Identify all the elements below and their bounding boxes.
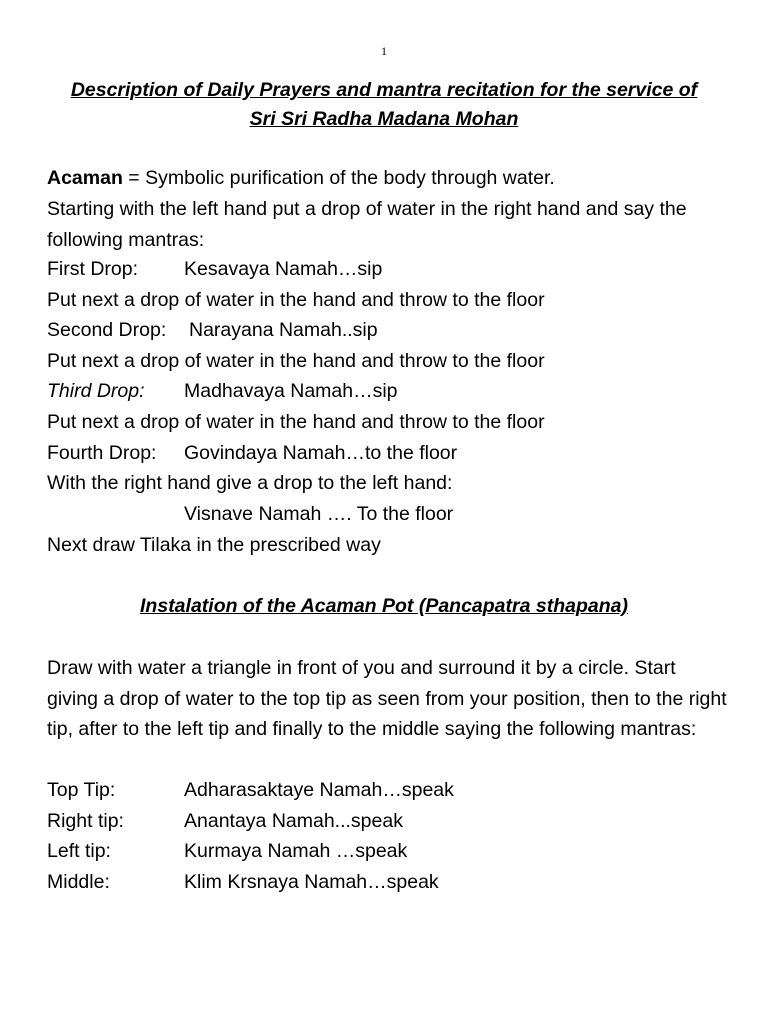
top-tip-label: Top Tip: [47,779,116,801]
throw-instruction-2: Put next a drop of water in the hand and throw to the floor [47,350,545,372]
visnave-mantra: Visnave Namah …. To the floor [184,503,454,525]
drop-3-label: Third Drop: [47,380,145,402]
right-hand-instruction: With the right hand give a drop to the left hand: [47,472,453,494]
page-number: 1 [381,44,387,58]
top-tip-line [47,776,454,805]
drop-4-line [47,439,457,468]
drop-2-label: Second Drop: [47,319,167,341]
installation-heading: Instalation of the Acaman Pot (Pancapatra sthapana) [140,595,628,617]
document-title [30,76,738,134]
drop-4-label: Fourth Drop: [47,442,157,464]
drop-2-line [47,316,378,345]
top-tip-mantra: Adharasaktaye Namah…speak [184,779,454,801]
throw-instruction-1: Put next a drop of water in the hand and throw to the floor [47,289,545,311]
tilaka-instruction: Next draw Tilaka in the prescribed way [47,534,381,556]
drop-3-mantra: Madhavaya Namah…sip [184,380,398,402]
middle-label: Middle: [47,871,110,893]
left-tip-mantra: Kurmaya Namah …speak [184,840,408,862]
left-tip-line [47,837,407,866]
drop-1-line [47,255,382,284]
middle-mantra: Klim Krsnaya Namah…speak [184,871,439,893]
title-line-1: Description of Daily Prayers and mantra recitation for the service of [70,79,698,101]
drop-2-mantra: Narayana Namah..sip [189,319,378,341]
throw-instruction-3: Put next a drop of water in the hand and throw to the floor [47,411,545,433]
right-tip-mantra: Anantaya Namah...speak [184,810,403,832]
acaman-intro: Starting with the left hand put a drop of water in the right hand and say the following mantras: [47,198,687,251]
right-tip-label: Right tip: [47,810,124,832]
drop-4-mantra: Govindaya Namah…to the floor [184,442,458,464]
acaman-term: Acaman [47,167,123,189]
title-line-2: Sri Sri Radha Madana Mohan [249,108,519,130]
installation-paragraph: Draw with water a triangle in front of you and surround it by a circle. Start giving a drop of water to the top tip as seen from your position, then to the right tip, after to the left tip and finally to the middle saying the following mantras: [47,657,727,740]
left-tip-label: Left tip: [47,840,111,862]
acaman-definition [47,164,555,193]
acaman-definition-text: = Symbolic purification of the body through water. [122,167,555,189]
right-tip-line [47,807,403,836]
middle-line [47,868,439,897]
drop-3-line [47,377,398,406]
drop-1-mantra: Kesavaya Namah…sip [184,258,383,280]
drop-1-label: First Drop: [47,258,139,280]
